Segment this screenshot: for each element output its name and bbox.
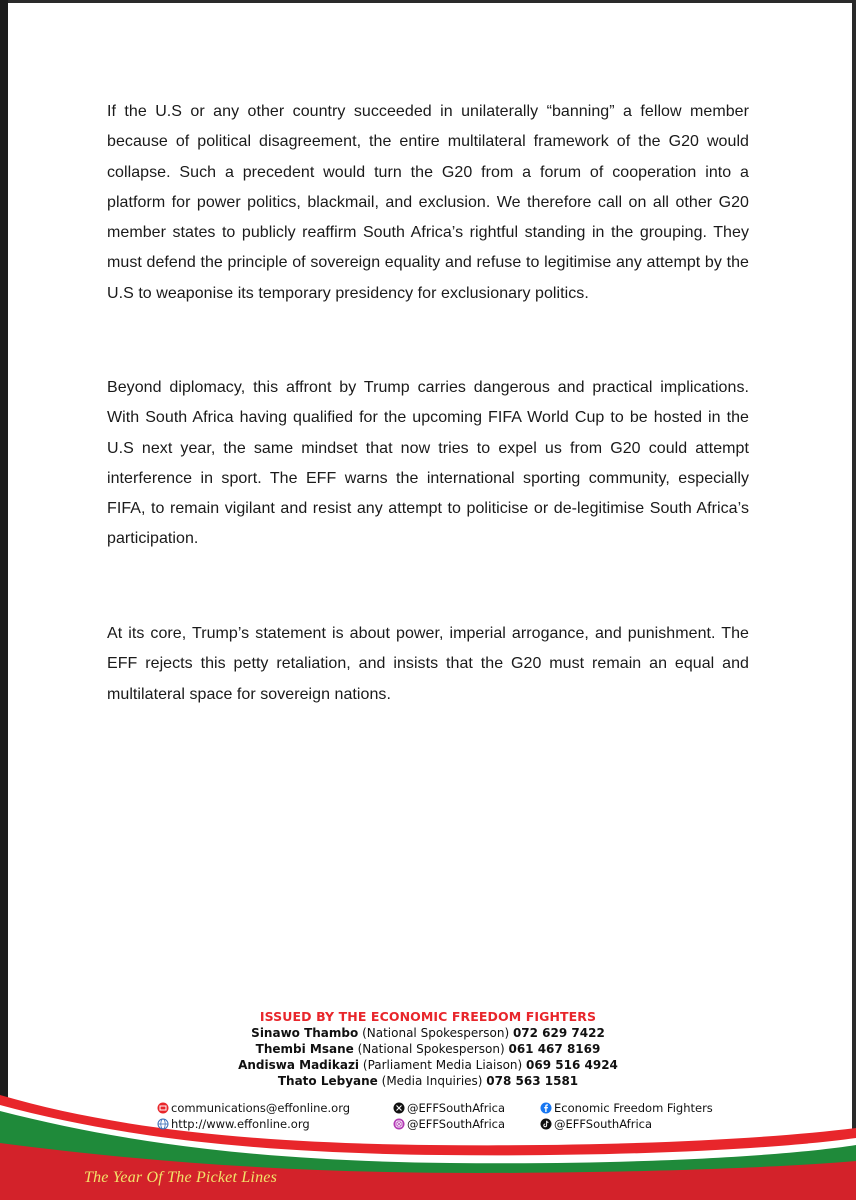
facebook-page: Economic Freedom Fighters <box>554 1101 713 1115</box>
contact-role: (National Spokesperson) <box>362 1026 510 1040</box>
contact-phone: 072 629 7422 <box>512 1026 605 1040</box>
paragraph-3 <box>107 619 749 710</box>
x-handle: @EFFSouthAfrica <box>407 1101 506 1115</box>
instagram-icon <box>393 1118 405 1130</box>
paragraph-2-text: Beyond diplomacy, this affront by Trump carries dangerous and practical implications. With South Africa having qualified for the upcoming FIFA World Cup to be hosted in the U.S next year, the same mindset that now tries to expel us from G20 could attempt interference in sport. The EFF warns the international sporting community, especially FIFA, to remain vigilant and resist any attempt to politicise or de-legitimise South Africa’s participation. <box>107 379 749 548</box>
tiktok-handle: @EFFSouthAfrica <box>554 1117 653 1131</box>
issued-title: ISSUED BY THE ECONOMIC FREEDOM FIGHTERS <box>259 1009 597 1024</box>
paragraph-1-text: If the U.S or any other country succeeded in unilaterally “banning” a fellow member because of political disagreement, the entire multilateral framework of the G20 would collapse. Such a precedent would turn the G20 from a forum of cooperation into a platform for power politics, blackmail, and exclusion. We therefore call on all other G20 member states to publicly reaffirm South Africa’s rightful standing in the grouping. They must defend the principle of sovereign equality and refuse to legitimise any attempt by the U.S to weaponise its temporary presidency for exclusionary politics. <box>107 103 749 302</box>
footer-motto: The Year Of The Picket Lines <box>84 1169 277 1186</box>
instagram-handle: @EFFSouthAfrica <box>407 1117 506 1131</box>
contact-phone: 078 563 1581 <box>486 1074 579 1088</box>
x-link[interactable] <box>393 1100 505 1116</box>
paragraph-2 <box>107 373 749 555</box>
contact-role: (Parliament Media Liaison) <box>362 1058 523 1072</box>
email-text: communications@effonline.org <box>171 1101 351 1115</box>
email-link[interactable] <box>157 1100 350 1116</box>
instagram-link[interactable] <box>393 1116 505 1132</box>
page-edge-top <box>0 0 856 3</box>
contact-name: Thato Lebyane <box>277 1074 378 1088</box>
social-column-2 <box>393 1100 505 1132</box>
contact-role: (Media Inquiries) <box>381 1074 483 1088</box>
issued-block <box>0 1009 856 1089</box>
social-column-1 <box>157 1100 350 1132</box>
website-text: http://www.effonline.org <box>171 1117 310 1131</box>
contact-name: Sinawo Thambo <box>251 1026 359 1040</box>
contact-line <box>0 1041 856 1057</box>
social-column-3 <box>540 1100 713 1132</box>
contact-name: Thembi Msane <box>255 1042 354 1056</box>
contact-role: (National Spokesperson) <box>357 1042 505 1056</box>
contact-name: Andiswa Madikazi <box>238 1058 360 1072</box>
contact-line <box>0 1057 856 1073</box>
email-icon <box>157 1102 169 1114</box>
paragraph-1 <box>107 97 749 309</box>
facebook-link[interactable] <box>540 1100 713 1116</box>
contact-line <box>0 1025 856 1041</box>
contact-phone: 061 467 8169 <box>508 1042 601 1056</box>
website-link[interactable] <box>157 1116 350 1132</box>
tiktok-icon <box>540 1118 552 1130</box>
paragraph-3-text: At its core, Trump’s statement is about power, imperial arrogance, and punishment. The EFF rejects this petty retaliation, and insists that the G20 must remain an equal and multilateral space for sovereign nations. <box>107 625 749 703</box>
facebook-icon <box>540 1102 552 1114</box>
tiktok-link[interactable] <box>540 1116 713 1132</box>
social-links <box>0 1100 856 1134</box>
x-icon <box>393 1102 405 1114</box>
globe-icon <box>157 1118 169 1130</box>
contact-phone: 069 516 4924 <box>526 1058 618 1072</box>
contact-line <box>0 1073 856 1089</box>
